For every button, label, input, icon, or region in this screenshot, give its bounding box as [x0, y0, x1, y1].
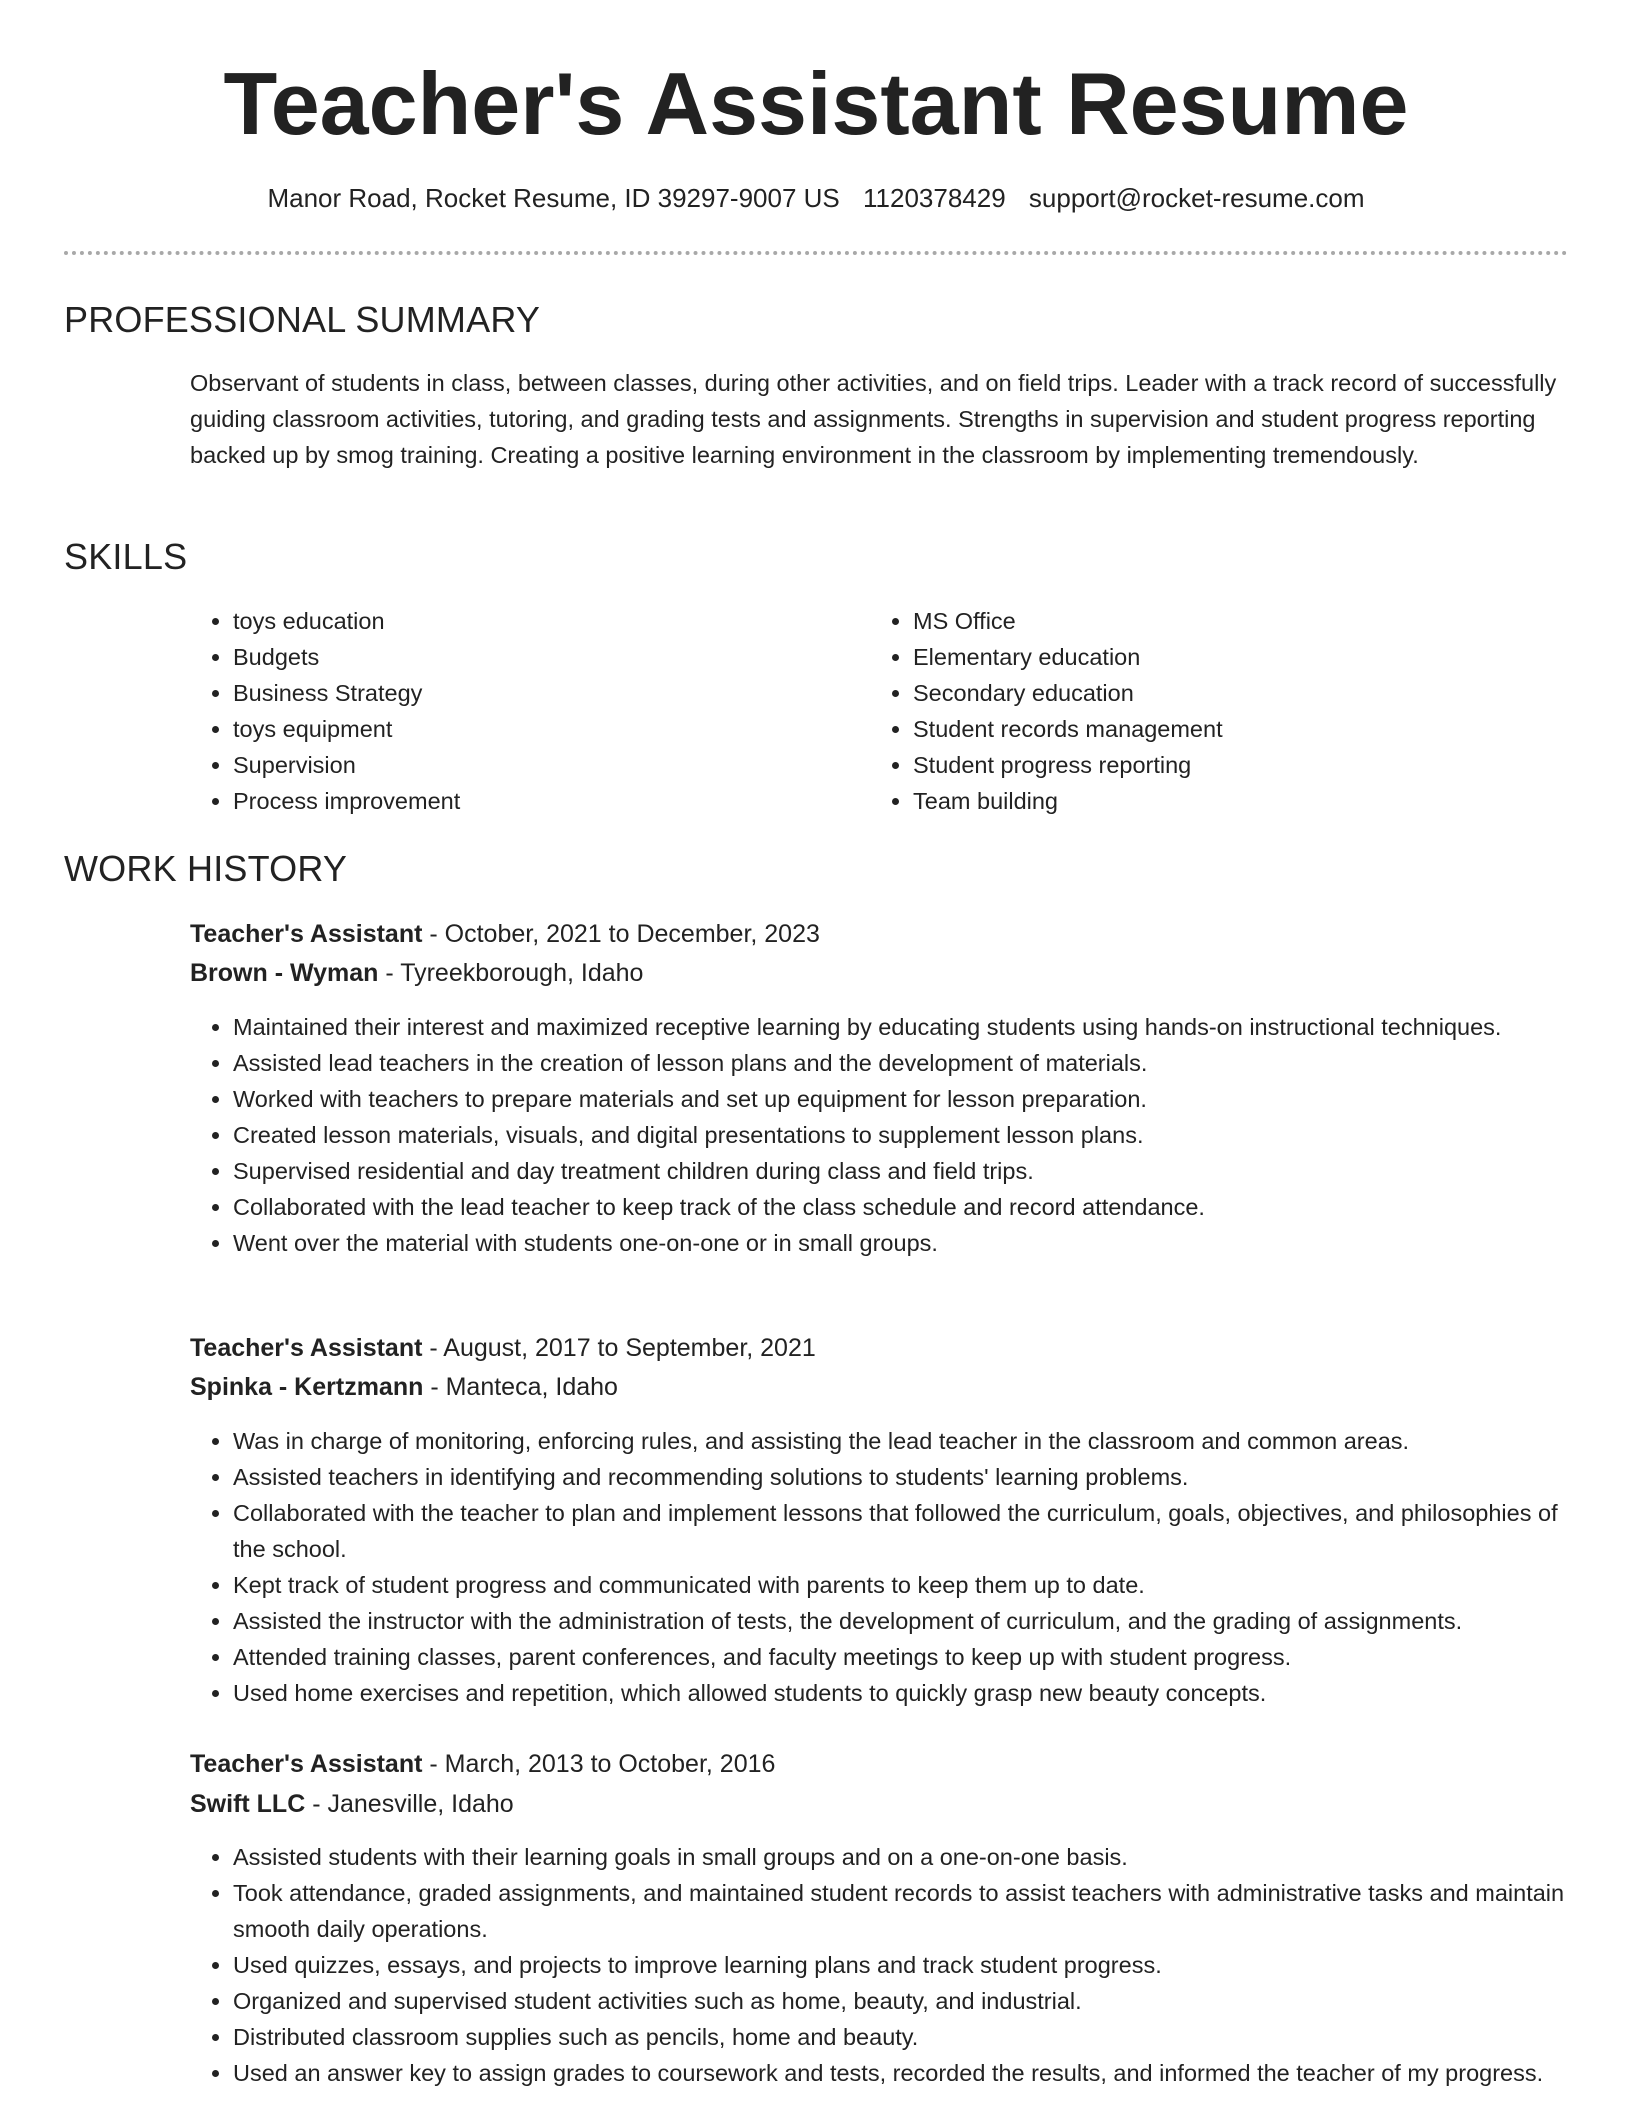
- skills-list-right: [870, 603, 1573, 819]
- email: support@rocket-resume.com: [1028, 183, 1365, 213]
- skill-item: • Process improvement: [233, 783, 853, 819]
- contact-line: [0, 180, 1632, 216]
- job-dates: - October, 2021 to December, 2023: [422, 920, 820, 948]
- resume-title: Teacher's Assistant Resume: [223, 54, 1409, 153]
- list-item: • Took attendance, graded assignments, and maintained student records to assist teachers with administrative tasks and maintain smooth daily operations.: [233, 1875, 1568, 1947]
- list-item: • Assisted students with their learning goals in small groups and on a one-on-one basis.: [233, 1839, 1568, 1875]
- job-title-line: [190, 1330, 816, 1366]
- list-item: • Created lesson materials, visuals, and digital presentations to supplement lesson plans.: [233, 1117, 1568, 1153]
- job-title-line: [190, 916, 820, 952]
- list-item: • Assisted lead teachers in the creation of lesson plans and the development of materials.: [233, 1045, 1568, 1081]
- job-title-line: [190, 1746, 775, 1782]
- job-bullets: [190, 1839, 1568, 2091]
- job-bullets: [190, 1423, 1568, 1711]
- skill-item: • Student records management: [913, 711, 1573, 747]
- skills-list-left: [190, 603, 853, 819]
- company-line: [190, 1786, 514, 1822]
- list-item: • Used an answer key to assign grades to coursework and tests, recorded the results, and informed the teacher of my progress.: [233, 2055, 1568, 2091]
- job-dates: - August, 2017 to September, 2021: [422, 1334, 816, 1362]
- job-bullets: [190, 1009, 1568, 1261]
- phone: 1120378429: [863, 183, 1006, 213]
- list-item: • Assisted the instructor with the administration of tests, the development of curriculum, and the grading of assignments.: [233, 1603, 1568, 1639]
- list-item: • Worked with teachers to prepare materials and set up equipment for lesson preparation.: [233, 1081, 1568, 1117]
- list-item: • Went over the material with students one-on-one or in small groups.: [233, 1225, 1568, 1261]
- skill-item: • toys education: [233, 603, 853, 639]
- skill-item: • Elementary education: [913, 639, 1573, 675]
- summary-text: Observant of students in class, between classes, during other activities, and on field trips. Leader with a track record of successfully guiding classroom activities, tutoring, and grading tests and assignments. Strengths in supervision and student progress reporting backed up by smog training. Creating a positive learning environment in the classroom by implementing tremendously.: [190, 370, 1557, 468]
- list-item: • Distributed classroom supplies such as pencils, home and beauty.: [233, 2019, 1568, 2055]
- skill-item: • Supervision: [233, 747, 853, 783]
- skill-item: • MS Office: [913, 603, 1573, 639]
- skill-item: • Budgets: [233, 639, 853, 675]
- company-line: [190, 1369, 618, 1405]
- company-line: [190, 955, 643, 991]
- list-item: • Maintained their interest and maximized receptive learning by educating students using hands-on instructional techniques.: [233, 1009, 1568, 1045]
- job-title: Teacher's Assistant: [190, 920, 423, 948]
- skill-item: • Business Strategy: [233, 675, 853, 711]
- list-item: • Was in charge of monitoring, enforcing rules, and assisting the lead teacher in the classroom and common areas.: [233, 1423, 1568, 1459]
- company-name: Swift LLC: [190, 1790, 306, 1818]
- list-item: • Collaborated with the teacher to plan and implement lessons that followed the curriculum, goals, objectives, and philosophies of the school.: [233, 1495, 1568, 1567]
- list-item: • Kept track of student progress and communicated with parents to keep them up to date.: [233, 1567, 1568, 1603]
- skill-item: • Student progress reporting: [913, 747, 1573, 783]
- company-location: - Tyreekborough, Idaho: [378, 959, 644, 987]
- company-name: Brown - Wyman: [190, 959, 379, 987]
- job-dates: - March, 2013 to October, 2016: [422, 1750, 776, 1778]
- company-name: Spinka - Kertzmann: [190, 1373, 424, 1401]
- list-item: • Organized and supervised student activities such as home, beauty, and industrial.: [233, 1983, 1568, 2019]
- skill-item: • toys equipment: [233, 711, 853, 747]
- address: Manor Road, Rocket Resume, ID 39297-9007 US: [267, 183, 840, 213]
- list-item: • Collaborated with the lead teacher to keep track of the class schedule and record attendance.: [233, 1189, 1568, 1225]
- work-history-heading: WORK HISTORY: [64, 848, 348, 889]
- list-item: • Used quizzes, essays, and projects to improve learning plans and track student progress.: [233, 1947, 1568, 1983]
- skills-heading: SKILLS: [64, 536, 188, 577]
- company-location: - Manteca, Idaho: [423, 1373, 618, 1401]
- job-title: Teacher's Assistant: [190, 1334, 423, 1362]
- list-item: • Attended training classes, parent conferences, and faculty meetings to keep up with student progress.: [233, 1639, 1568, 1675]
- company-location: - Janesville, Idaho: [305, 1790, 514, 1818]
- header-divider: [64, 251, 1568, 255]
- list-item: • Supervised residential and day treatment children during class and field trips.: [233, 1153, 1568, 1189]
- skill-item: • Secondary education: [913, 675, 1573, 711]
- job-title: Teacher's Assistant: [190, 1750, 423, 1778]
- skill-item: • Team building: [913, 783, 1573, 819]
- list-item: • Used home exercises and repetition, which allowed students to quickly grasp new beauty concepts.: [233, 1675, 1568, 1711]
- summary-heading: PROFESSIONAL SUMMARY: [64, 299, 541, 340]
- list-item: • Assisted teachers in identifying and recommending solutions to students' learning problems.: [233, 1459, 1568, 1495]
